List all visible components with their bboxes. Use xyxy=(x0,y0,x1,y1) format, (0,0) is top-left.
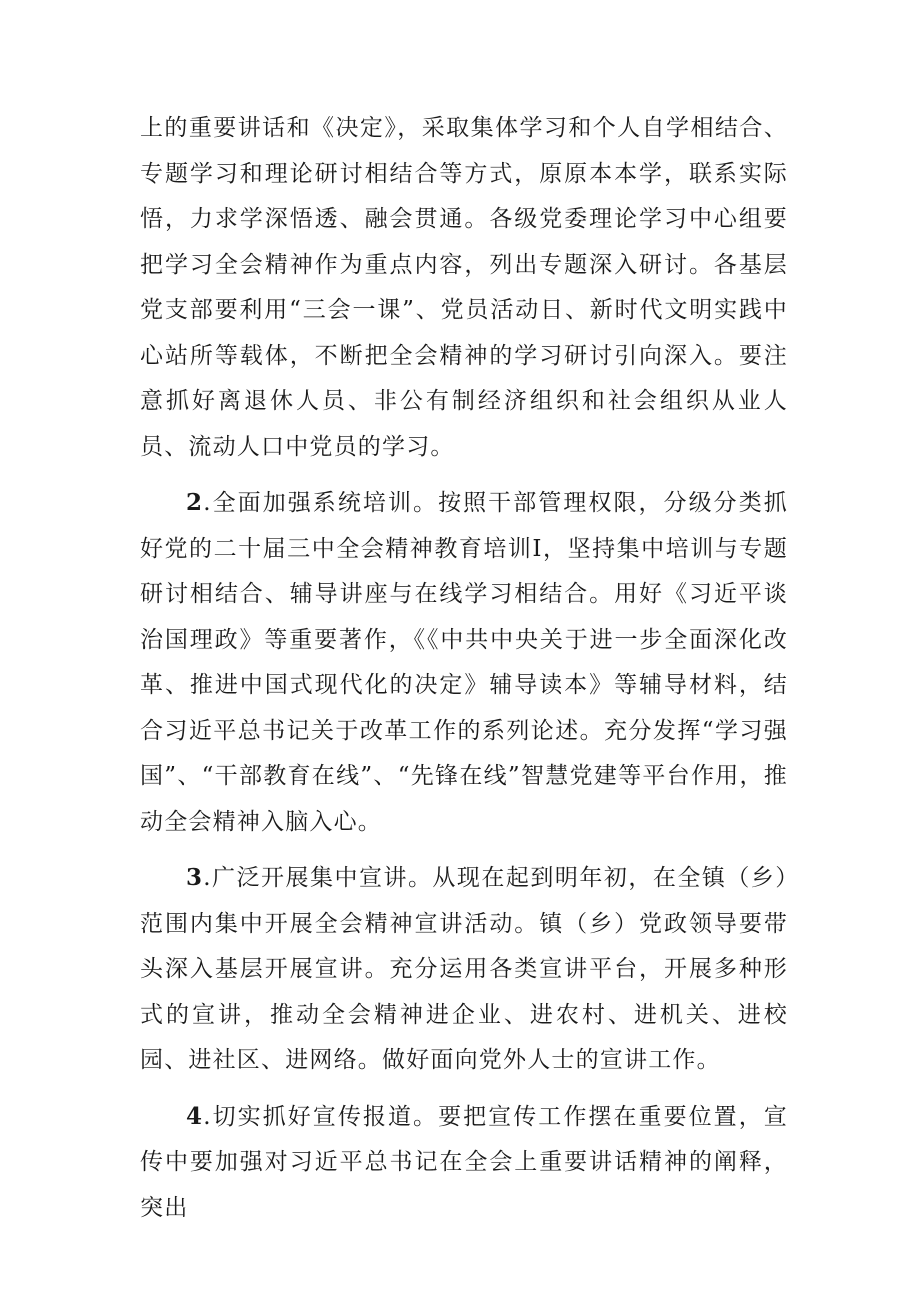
paragraph-number: 3 xyxy=(186,864,204,891)
paragraph-text: 上的重要讲话和《决定》，采取集体学习和个人自学相结合、专题学习和理论研讨相结合等方式，原原本本学，联系实际悟，力求学深悟透、融会贯通。各级党委理论学习中心组要把学习全会精神作为重点内容，列出专题深入研讨。各基层党支部要利用“三会一课”、党员活动日、新时代文明实践中心站所等载体，不断把全会精神的学习研讨引向深入。要注意抓好离退休人员、非公有制经济组织和社会组织从业人员、流动人口中党员的学习。 xyxy=(140,115,788,460)
paragraph-continuation xyxy=(140,106,788,470)
paragraph-number: 4 xyxy=(186,1102,204,1130)
paragraph-text: .全面加强系统培训。按照干部管理权限，分级分类抓好党的二十届三中全会精神教育培训I，坚持集中培训与专题研讨相结合、辅导讲座与在线学习相结合。用好《习近平谈治国理政》等重要著作，《《中共中央关于进一步全面深化改革、推进中国式现代化的决定》辅导读本》等辅导材料，结合习近平总书记关于改革工作的系列论述。充分发挥“学习强国”、“干部教育在线”、“先锋在线”智慧党建等平台作用，推动全会精神入脑入心。 xyxy=(140,490,788,835)
paragraph-text: .切实抓好宣传报道。要把宣传工作摆在重要位置，宣传中要加强对习近平总书记在全会上重要讲话精神的阐释，突出 xyxy=(140,1103,788,1221)
document-body xyxy=(140,106,788,1231)
paragraph-number: 2 xyxy=(186,489,204,516)
paragraph-4-publicity xyxy=(140,1094,788,1232)
paragraph-text: .广泛开展集中宣讲。从现在起到明年初，在全镇（乡）范围内集中开展全会精神宣讲活动。镇（乡）党政领导要带头深入基层开展宣讲。充分运用各类宣讲平台，开展多种形式的宣讲，推动全会精神进企业、进农村、进机关、进校园、进社区、进网络。做好面向党外人士的宣讲工作。 xyxy=(140,865,788,1073)
paragraph-3-lectures xyxy=(140,855,788,1084)
paragraph-2-training xyxy=(140,480,788,845)
